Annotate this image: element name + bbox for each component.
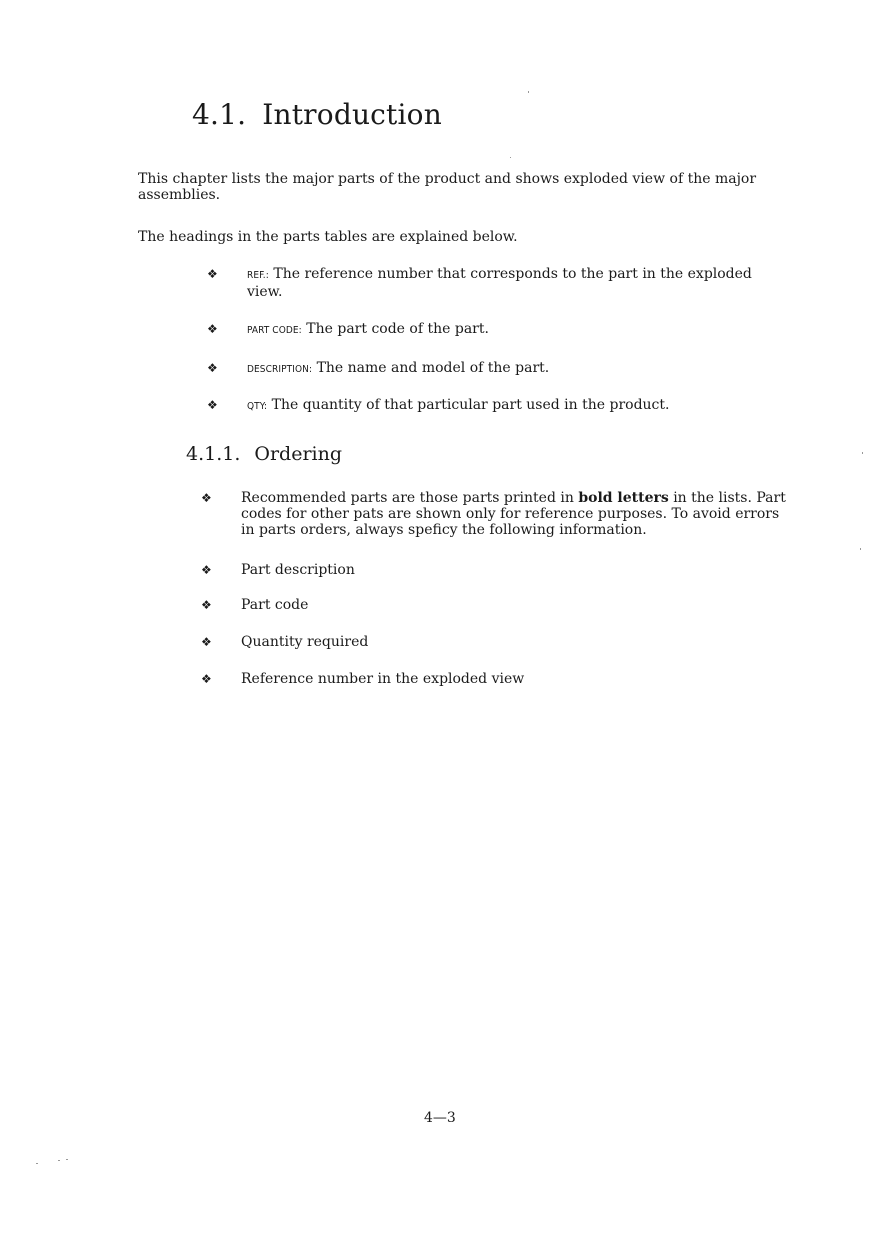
heading-tag-qty: QTY: [247, 401, 268, 412]
ordering-item-part-code: Part code [241, 597, 309, 613]
diamond-bullet-icon: ❖ [201, 635, 212, 649]
page-number: 4—3 [424, 1110, 456, 1126]
heading-text-description: The name and model of the part. [316, 360, 550, 376]
diamond-bullet-icon: ❖ [201, 598, 212, 612]
ordering-text-after-bold: in the lists. Part codes for other pats are shown only for reference purposes. To avoid errors in parts orders, always speficy the following information. [241, 490, 786, 538]
heading-text-ref: The reference number that corresponds to the part in the exploded view. [247, 266, 752, 300]
ordering-item-part-description: Part description [241, 562, 355, 578]
intro-paragraph: This chapter lists the major parts of the product and shows exploded view of the major assemblies. [138, 171, 757, 203]
diamond-bullet-icon: ❖ [207, 267, 218, 281]
diamond-bullet-icon: ❖ [207, 398, 218, 412]
heading-tag-ref: REF.: [247, 270, 269, 281]
section-number: 4.1. [192, 98, 247, 131]
ordering-text-bold: bold letters [578, 490, 669, 506]
diamond-bullet-icon: ❖ [207, 361, 218, 375]
headings-paragraph: The headings in the parts tables are explained below. [138, 229, 518, 245]
section-heading [192, 98, 442, 132]
diamond-bullet-icon: ❖ [207, 322, 218, 336]
subsection-title: Ordering [254, 443, 343, 465]
heading-text-part-code: The part code of the part. [306, 321, 489, 337]
section-title: Introduction [262, 98, 442, 131]
heading-tag-part-code: PART CODE: [247, 325, 302, 336]
diamond-bullet-icon: ❖ [201, 672, 212, 686]
ordering-text-before-bold: Recommended parts are those parts printed in [241, 490, 579, 506]
heading-tag-description: DESCRIPTION: [247, 364, 313, 375]
diamond-bullet-icon: ❖ [201, 491, 212, 505]
subsection-number: 4.1.1. [186, 443, 241, 465]
ordering-item-quantity: Quantity required [241, 634, 369, 650]
ordering-item-reference-number: Reference number in the exploded view [241, 671, 525, 687]
diamond-bullet-icon: ❖ [201, 563, 212, 577]
heading-text-qty: The quantity of that particular part used in the product. [271, 397, 670, 413]
subsection-heading [186, 442, 342, 466]
